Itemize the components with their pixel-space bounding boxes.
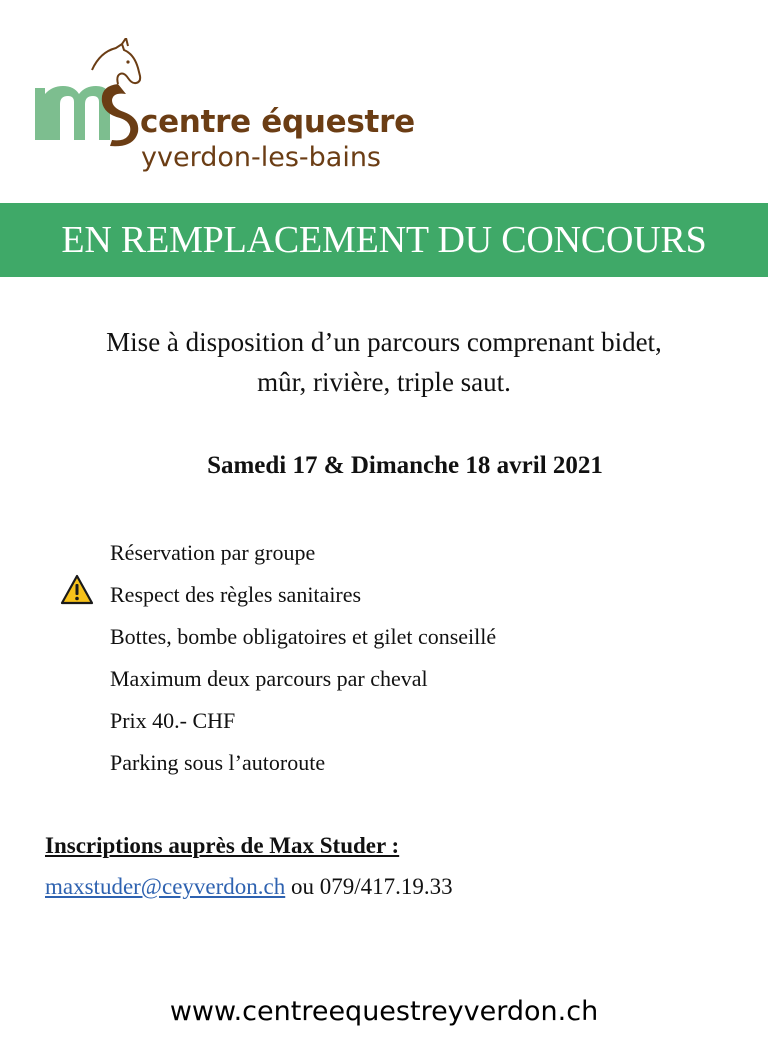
rule-item: Prix 40.- CHF xyxy=(110,708,236,733)
rule-item: Réservation par groupe xyxy=(110,540,316,565)
contact-separator: ou xyxy=(285,874,320,899)
rule-item: Bottes, bombe obligatoires et gilet conseillé xyxy=(110,624,497,649)
logo-graphic xyxy=(30,38,150,148)
logo-subtitle: yverdon-les-bains xyxy=(141,142,381,173)
logo-title: centre équestre xyxy=(140,104,415,140)
rule-item: Maximum deux parcours par cheval xyxy=(110,666,428,691)
event-dates: Samedi 17 & Dimanche 18 avril 2021 xyxy=(207,452,603,479)
warning-triangle-icon xyxy=(60,574,94,606)
logo-letter-m xyxy=(35,86,110,140)
rules-list xyxy=(110,538,496,790)
email-link[interactable]: maxstuder@ceyverdon.ch xyxy=(45,874,286,899)
contact-line xyxy=(45,874,453,900)
horse-head-icon xyxy=(92,44,140,84)
intro-text xyxy=(0,322,768,402)
rule-item: Respect des règles sanitaires xyxy=(110,582,362,607)
intro-line-2: mûr, rivière, triple saut. xyxy=(257,367,511,397)
headline-banner xyxy=(0,203,768,277)
phone-number: 079/417.19.33 xyxy=(319,874,453,899)
logo xyxy=(30,38,430,173)
headline: EN REMPLACEMENT DU CONCOURS xyxy=(61,219,707,261)
rule-item: Parking sous l’autoroute xyxy=(110,750,326,775)
intro-line-1: Mise à disposition d’un parcours comprenant bidet, xyxy=(106,327,662,357)
website-url[interactable]: www.centreequestreyverdon.ch xyxy=(169,996,599,1027)
signup-heading: Inscriptions auprès de Max Studer : xyxy=(45,833,400,858)
